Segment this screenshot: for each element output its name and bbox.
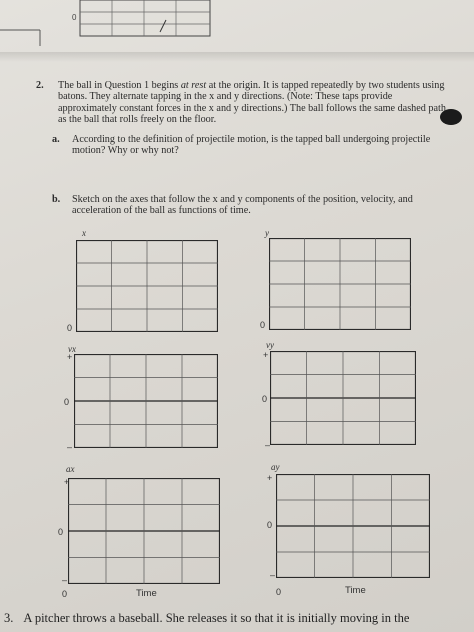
ay-graph-minus: – (270, 570, 276, 580)
ay-acceleration-grid[interactable] (276, 474, 430, 578)
vy-graph-plus: + (263, 350, 269, 360)
question-3-number: 3. (4, 611, 14, 625)
ax-graph-time-label: Time (136, 588, 157, 599)
question-2-text: The ball in Question 1 begins at rest at the origin. It is tapped repeatedly by two students using batons. They alternate tapping in the x and y directions. (Note: These taps provide approximately constant forces in the x and y directions.) The ball follows the same dashed path as the ball that rolls freely on the floor. (58, 80, 446, 126)
ax-graph-label: ax (66, 464, 75, 474)
x-position-grid[interactable] (76, 240, 218, 332)
vx-graph-minus: – (67, 442, 73, 452)
question-2 (36, 80, 446, 126)
question-3-text: A pitcher throws a baseball. She releases it so that it is initially moving in the (23, 611, 410, 625)
page-fold-shadow (0, 52, 474, 62)
previous-figure-strip (0, 0, 474, 60)
svg-text:0: 0 (72, 13, 77, 22)
ax-graph-minus: – (62, 575, 68, 585)
ay-graph-zero: 0 (267, 520, 273, 530)
y-graph-zero: 0 (260, 320, 266, 330)
x-graph-zero: 0 (67, 323, 73, 333)
ay-graph-time-zero: 0 (276, 587, 282, 597)
vx-graph-plus: + (67, 352, 73, 362)
y-position-grid[interactable] (269, 238, 411, 330)
part-b (52, 194, 442, 217)
ay-graph-time-label: Time (345, 585, 366, 596)
vy-graph-label: vy (266, 340, 274, 350)
vx-graph-label: vx (68, 344, 76, 354)
vy-graph-minus: – (265, 440, 271, 450)
part-b-letter: b. (52, 194, 61, 205)
question-2-number: 2. (36, 80, 44, 91)
y-graph-label: y (265, 228, 269, 238)
vx-graph-zero: 0 (64, 397, 70, 407)
part-a-text: According to the definition of projectile motion, is the tapped ball undergoing projectile motion? Why or why not? (72, 134, 431, 157)
vy-graph-zero: 0 (262, 394, 268, 404)
part-a-letter: a. (52, 134, 60, 145)
question-3 (4, 611, 474, 626)
part-b-text: Sketch on the axes that follow the x and y components of the position, velocity, and acceleration of the ball as functions of time. (72, 194, 413, 217)
part-a (52, 134, 442, 157)
ax-graph-plus: + (64, 477, 70, 487)
ax-graph-zero: 0 (58, 527, 64, 537)
ax-acceleration-grid[interactable] (68, 478, 220, 584)
vy-velocity-grid[interactable] (270, 351, 416, 445)
ay-graph-label: ay (271, 462, 280, 472)
x-graph-label: x (82, 228, 86, 238)
ax-graph-time-zero: 0 (62, 589, 68, 599)
ay-graph-plus: + (267, 473, 273, 483)
vx-velocity-grid[interactable] (74, 354, 218, 448)
